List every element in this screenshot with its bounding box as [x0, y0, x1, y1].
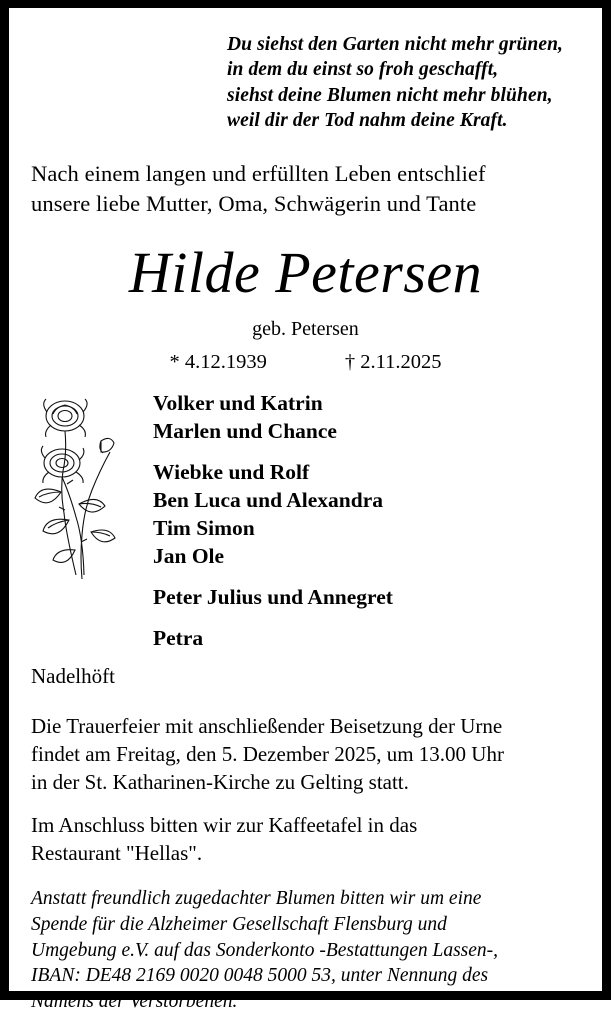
intro-block	[31, 159, 580, 219]
life-dates	[31, 351, 580, 374]
poem-line-1: Du siehst den Garten nicht mehr grünen,	[227, 34, 564, 55]
poem-block	[31, 32, 580, 133]
place-name: Nadelhöft	[31, 664, 115, 689]
ceremony-line-1: Die Trauerfeier mit anschließender Beisetzung der Urne	[31, 714, 503, 739]
death-date: † 2.11.2025	[344, 351, 442, 374]
maiden-name: geb. Petersen	[252, 318, 359, 341]
afterwards-line-1: Im Anschluss bitten wir zur Kaffeetafel in das	[31, 813, 418, 838]
family-line: Petra	[153, 625, 204, 650]
afterwards-block	[31, 812, 580, 867]
rose-illustration-icon	[31, 392, 147, 582]
family-section	[31, 390, 580, 658]
afterwards-line-2: Restaurant "Hellas".	[31, 840, 203, 865]
note-line-5: Namens der Verstorbenen.	[31, 991, 238, 1013]
intro-line-1: Nach einem langen und erfüllten Leben entschlief	[31, 161, 486, 187]
family-line: Volker und Katrin	[153, 391, 323, 416]
poem-line-4: weil dir der Tod nahm deine Kraft.	[227, 110, 508, 132]
poem-line-3: siehst deine Blumen nicht mehr blühen,	[227, 84, 553, 106]
note-line-3: Umgebung e.V. auf das Sonderkonto -Bestattungen Lassen-,	[31, 939, 499, 961]
family-line: Jan Ole	[153, 543, 225, 568]
family-line: Ben Luca und Alexandra	[153, 487, 383, 512]
birth-date: * 4.12.1939	[169, 351, 267, 374]
family-group-1	[153, 390, 580, 446]
note-line-1: Anstatt freundlich zugedachter Blumen bitten wir um eine	[31, 887, 482, 909]
family-group-4	[153, 625, 580, 653]
donation-note	[31, 886, 580, 1015]
poem-line-2: in dem du einst so froh geschafft,	[227, 59, 499, 81]
deceased-name: Hilde Petersen	[128, 240, 483, 306]
family-group-2	[153, 459, 580, 571]
family-line: Tim Simon	[153, 515, 255, 540]
ceremony-block	[31, 713, 580, 796]
note-line-2: Spende für die Alzheimer Gesellschaft Flensburg und	[31, 913, 447, 935]
note-line-4: IBAN: DE48 2169 0020 0048 5000 53, unter Nennung des	[31, 965, 489, 987]
intro-line-2: unsere liebe Mutter, Oma, Schwägerin und Tante	[31, 191, 477, 217]
family-line: Marlen und Chance	[153, 419, 337, 444]
ceremony-line-3: in der St. Katharinen-Kirche zu Gelting statt.	[31, 769, 409, 794]
family-line: Peter Julius und Annegret	[153, 584, 393, 609]
obituary-card	[9, 8, 602, 1013]
family-group-3	[153, 584, 580, 612]
ceremony-line-2: findet am Freitag, den 5. Dezember 2025, um 13.00 Uhr	[31, 741, 504, 766]
family-line: Wiebke und Rolf	[153, 459, 310, 484]
